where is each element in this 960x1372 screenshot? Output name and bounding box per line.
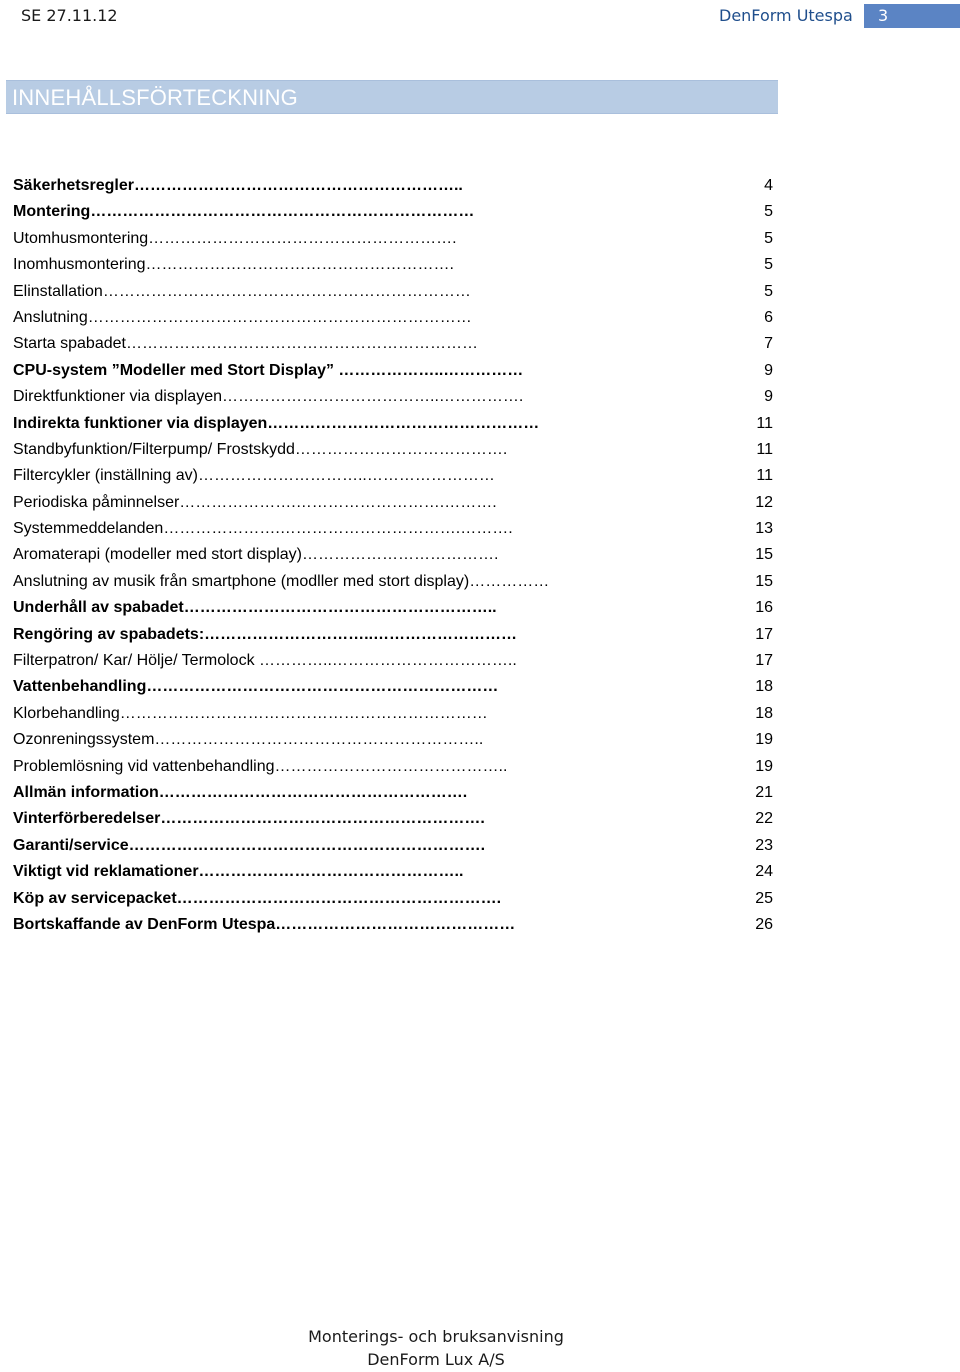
toc-entry[interactable] bbox=[13, 648, 773, 674]
header-product-name: DenForm Utespa bbox=[719, 6, 853, 25]
toc-entry-label: Montering……………………………………………………………… bbox=[13, 203, 475, 221]
toc-entry-label: Rengöring av spabadets:…………………………..……………………… bbox=[13, 625, 518, 643]
toc-entry[interactable] bbox=[13, 279, 773, 305]
toc-entry[interactable] bbox=[13, 674, 773, 700]
toc-entry[interactable] bbox=[13, 199, 773, 225]
toc-entry[interactable] bbox=[13, 754, 773, 780]
toc-entry-page-number: 24 bbox=[755, 863, 773, 881]
toc-entry-label: Underhåll av spabadet………………………………………………….. bbox=[13, 599, 497, 617]
toc-entry-page-number: 26 bbox=[755, 915, 773, 933]
toc-entry-page-number: 16 bbox=[755, 599, 773, 617]
toc-entry-page-number: 12 bbox=[755, 493, 773, 511]
toc-entry-page-number: 18 bbox=[755, 678, 773, 696]
toc-entry[interactable] bbox=[13, 411, 773, 437]
toc-entry-label: Vinterförberedelser……………………………………………………. bbox=[13, 810, 485, 828]
toc-entry-page-number: 11 bbox=[756, 467, 773, 485]
toc-entry-label: Allmän information…………………………………………………. bbox=[13, 783, 468, 801]
toc-entry-label: Periodiska påminnelser………………….……………………….………. bbox=[13, 493, 497, 511]
toc-entry-label: Aromaterapi (modeller med stort display)………………………………. bbox=[13, 546, 499, 564]
toc-entry-label: Klorbehandling…………………………………………………………… bbox=[13, 704, 488, 722]
toc-entry-label: Anslutning av musik från smartphone (modller med stort display)…………… bbox=[13, 572, 550, 590]
toc-entry[interactable] bbox=[13, 886, 773, 912]
toc-entry-page-number: 11 bbox=[756, 440, 773, 458]
toc-entry-label: Systemmeddelanden………………….…………………………….………. bbox=[13, 520, 513, 538]
toc-entry-label: CPU-system ”Modeller med Stort Display” ………………..…………… bbox=[13, 361, 524, 379]
toc-entry[interactable] bbox=[13, 226, 773, 252]
toc-entry-page-number: 6 bbox=[764, 308, 773, 326]
toc-entry-label: Säkerhetsregler…………………………………………………….. bbox=[13, 177, 463, 194]
toc-entry-label: Problemlösning vid vattenbehandling…………………………………….. bbox=[13, 757, 508, 775]
toc-entry-page-number: 5 bbox=[764, 282, 773, 300]
footer-company-name: DenForm Lux A/S bbox=[367, 1350, 505, 1369]
toc-entry-label: Vattenbehandling………………………………………………………… bbox=[13, 678, 499, 696]
toc-entry[interactable] bbox=[13, 305, 773, 331]
toc-entry-label: Bortskaffande av DenForm Utespa……………………………………… bbox=[13, 915, 516, 933]
toc-entry[interactable] bbox=[13, 542, 773, 568]
toc-entry[interactable] bbox=[13, 516, 773, 542]
toc-entry-page-number: 5 bbox=[764, 256, 773, 274]
header-date: SE 27.11.12 bbox=[21, 6, 118, 25]
toc-entry[interactable] bbox=[13, 252, 773, 278]
toc-entry-page-number: 5 bbox=[764, 229, 773, 247]
toc-entry[interactable] bbox=[13, 859, 773, 885]
toc-entry[interactable] bbox=[13, 173, 773, 199]
toc-entry-page-number: 15 bbox=[755, 572, 773, 590]
toc-entry-page-number: 25 bbox=[755, 889, 773, 907]
toc-entry-page-number: 9 bbox=[764, 388, 773, 406]
page-title: INNEHÅLLSFÖRTECKNING bbox=[12, 85, 298, 110]
toc-entry-page-number: 7 bbox=[764, 335, 773, 353]
toc-entry-label: Starta spabadet………………………………………………………… bbox=[13, 335, 478, 353]
toc-entry-label: Standbyfunktion/Filterpump/ Frostskydd…………………………………. bbox=[13, 440, 508, 458]
toc-entry[interactable] bbox=[13, 384, 773, 410]
toc-entry-label: Direktfunktioner via displayen…………………………………..……………. bbox=[13, 388, 524, 406]
toc-entry-label: Anslutning……………………………………………………………… bbox=[13, 308, 472, 326]
toc-entry[interactable] bbox=[13, 437, 773, 463]
toc-entry[interactable] bbox=[13, 806, 773, 832]
toc-entry[interactable] bbox=[13, 780, 773, 806]
page-number: 3 bbox=[878, 6, 889, 25]
toc-entry-page-number: 19 bbox=[755, 757, 773, 775]
toc-entry-page-number: 15 bbox=[755, 546, 773, 564]
toc-entry-page-number: 18 bbox=[755, 704, 773, 722]
footer-document-title: Monterings- och bruksanvisning bbox=[308, 1327, 564, 1346]
toc-entry-label: Ozonreningssystem…………………………………………………….. bbox=[13, 731, 484, 749]
table-of-contents bbox=[13, 173, 773, 938]
toc-entry-page-number: 17 bbox=[755, 625, 773, 643]
toc-entry-page-number: 21 bbox=[755, 783, 773, 801]
toc-entry-page-number: 9 bbox=[764, 361, 773, 379]
toc-entry-label: Utomhusmontering…………………………………………………. bbox=[13, 229, 457, 247]
toc-entry-label: Filtercykler (inställning av)…………………………..…………………… bbox=[13, 467, 495, 485]
toc-entry-page-number: 17 bbox=[755, 652, 773, 670]
toc-entry-page-number: 13 bbox=[755, 520, 773, 538]
toc-entry[interactable] bbox=[13, 701, 773, 727]
section-title-bar bbox=[6, 80, 778, 114]
toc-entry[interactable] bbox=[13, 358, 773, 384]
toc-entry-label: Inomhusmontering…………………………………………………. bbox=[13, 256, 454, 274]
toc-entry-page-number: 5 bbox=[764, 203, 773, 221]
toc-entry-page-number: 4 bbox=[764, 177, 773, 194]
toc-entry[interactable] bbox=[13, 727, 773, 753]
toc-entry[interactable] bbox=[13, 833, 773, 859]
toc-entry[interactable] bbox=[13, 490, 773, 516]
toc-entry[interactable] bbox=[13, 569, 773, 595]
toc-entry[interactable] bbox=[13, 912, 773, 938]
page-number-box bbox=[864, 4, 960, 28]
toc-entry-label: Indirekta funktioner via displayen…………………………………………… bbox=[13, 414, 540, 432]
toc-entry-label: Filterpatron/ Kar/ Hölje/ Termolock …………..…………………………….. bbox=[13, 652, 517, 670]
toc-entry[interactable] bbox=[13, 331, 773, 357]
toc-entry-page-number: 22 bbox=[755, 810, 773, 828]
toc-entry-label: Elinstallation…………………………………………………………… bbox=[13, 282, 471, 300]
toc-entry[interactable] bbox=[13, 622, 773, 648]
toc-entry-page-number: 11 bbox=[756, 414, 773, 432]
toc-entry-label: Viktigt vid reklamationer………………………………………….. bbox=[13, 863, 464, 881]
toc-entry[interactable] bbox=[13, 463, 773, 489]
toc-entry-page-number: 19 bbox=[755, 731, 773, 749]
toc-entry-label: Köp av servicepacket……………………………………………………. bbox=[13, 889, 502, 907]
toc-entry[interactable] bbox=[13, 595, 773, 621]
toc-entry-label: Garanti/service…………………………………………………………. bbox=[13, 836, 486, 854]
toc-entry-page-number: 23 bbox=[755, 836, 773, 854]
